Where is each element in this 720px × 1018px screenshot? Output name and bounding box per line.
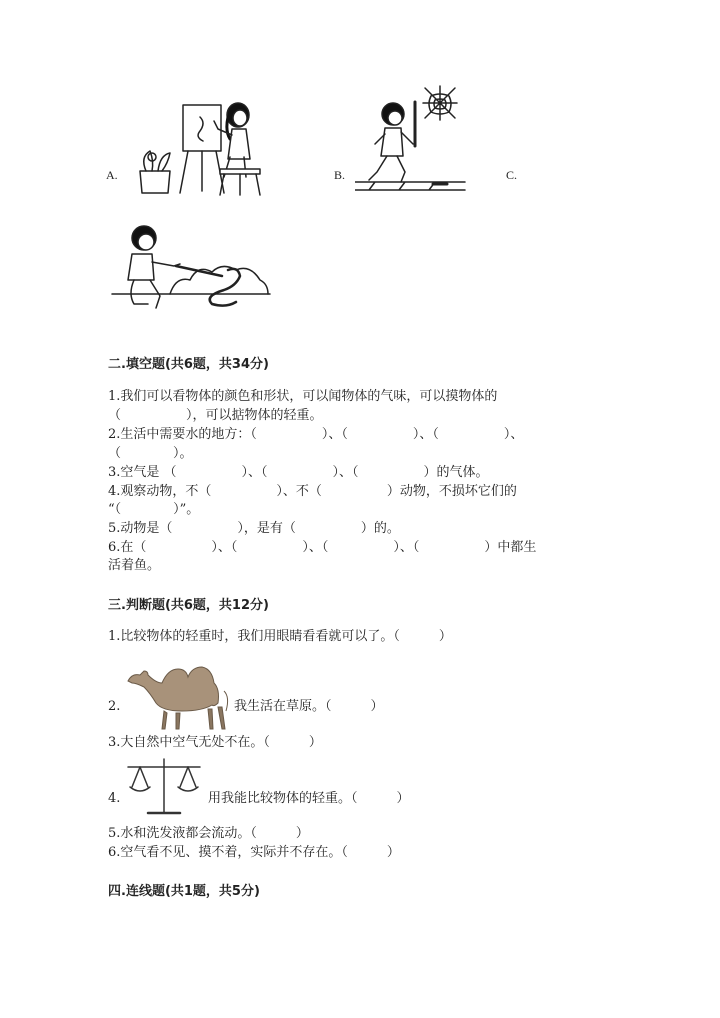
section2-line: “（ ）”。 [108, 502, 200, 517]
judge-q2-number: 2. [108, 699, 121, 714]
camel-image [124, 651, 234, 731]
judge-q3: 3.大自然中空气无处不在。（ ） [108, 735, 322, 750]
judge-q6: 6.空气看不见、摸不着，实际并不存在。（ ） [108, 845, 400, 860]
option-a-label: A. [106, 168, 118, 182]
section2-line: 6.在（ ）、（ ）、（ ）、（ ）中都生 [108, 540, 537, 555]
judge-q2-text: 我生活在草原。（ ） [234, 699, 384, 714]
section2-line: 4.观察动物，不（ ）、不（ ）动物，不损坏它们的 [108, 484, 517, 499]
balance-scale-image [124, 757, 204, 819]
option-b-image [355, 84, 467, 196]
section2-line: 2.生活中需要水的地方：（ ）、（ ）、（ ）、 [108, 427, 524, 442]
option-a-image [128, 95, 270, 200]
option-b-label: B. [334, 168, 346, 182]
section2-line: （ ）。 [108, 446, 193, 461]
section4-heading: 四.连线题(共1题，共5分) [108, 884, 260, 899]
section2-heading: 二.填空题(共6题，共34分) [108, 357, 269, 372]
section3-heading: 三.判断题(共6题，共12分) [108, 598, 269, 613]
option-c-image [110, 222, 272, 314]
judge-q5: 5.水和洗发液都会流动。（ ） [108, 826, 309, 841]
judge-q4-text: 用我能比较物体的轻重。（ ） [208, 791, 410, 806]
section2-line: 5.动物是（ ），是有（ ）的。 [108, 521, 400, 536]
section2-line: 1.我们可以看物体的颜色和形状，可以闻物体的气味，可以摸物体的 [108, 389, 498, 404]
section2-line: （ ），可以掂物体的轻重。 [108, 408, 323, 423]
section2-line: 活着鱼。 [108, 558, 161, 573]
section2-line: 3.空气是 （ ）、（ ）、（ ）的气体。 [108, 465, 489, 480]
judge-q4-number: 4. [108, 791, 121, 806]
option-c-label: C. [506, 168, 518, 182]
judge-q1: 1.比较物体的轻重时，我们用眼睛看看就可以了。（ ） [108, 629, 452, 644]
